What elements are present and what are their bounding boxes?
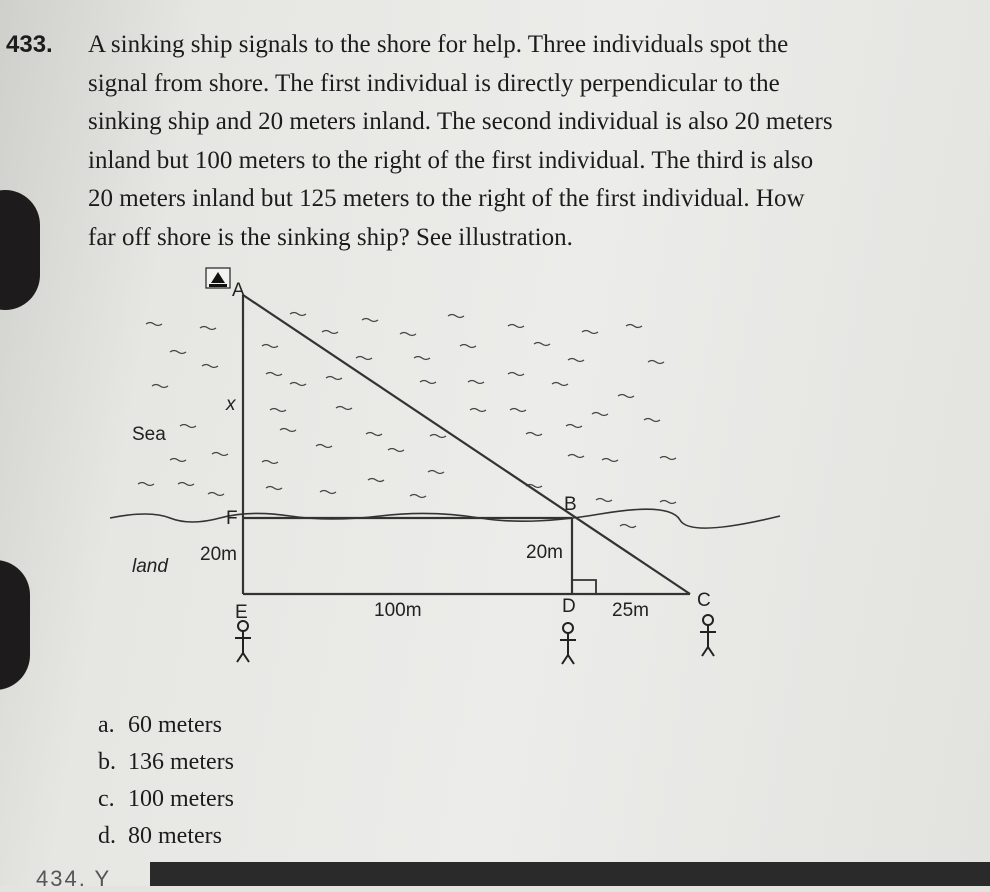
label-point-c: C bbox=[697, 590, 711, 611]
question-line: 20 meters inland but 125 meters to the right of the first individual. How bbox=[88, 185, 805, 212]
choice-c[interactable] bbox=[98, 786, 234, 823]
question-line: A sinking ship signals to the shore for help. Three individuals spot the bbox=[88, 31, 789, 58]
label-sea: Sea bbox=[132, 424, 166, 445]
diagram-svg bbox=[0, 250, 990, 690]
ship-triangle-diagram bbox=[0, 250, 990, 690]
right-angle-marker bbox=[572, 580, 596, 594]
label-point-b: B bbox=[564, 494, 577, 515]
question-text bbox=[88, 26, 968, 257]
choice-a[interactable] bbox=[98, 712, 234, 749]
answer-choices bbox=[98, 712, 234, 860]
sea-waves bbox=[138, 313, 676, 528]
line-a-to-c bbox=[243, 295, 690, 594]
bottom-dark-bar bbox=[150, 862, 990, 886]
choice-letter: c. bbox=[98, 786, 115, 812]
choice-letter: b. bbox=[98, 749, 116, 775]
choice-b[interactable] bbox=[98, 749, 234, 786]
choice-letter: a. bbox=[98, 712, 115, 738]
question-line: sinking ship and 20 meters inland. The second individual is also 20 meters bbox=[88, 108, 833, 135]
label-point-a: A bbox=[232, 280, 245, 301]
question-line: far off shore is the sinking ship? See illustration. bbox=[88, 223, 573, 251]
ship-icon bbox=[206, 268, 230, 288]
label-point-e: E bbox=[235, 602, 248, 623]
choice-text: 80 meters bbox=[128, 823, 222, 849]
person-e-icon bbox=[235, 621, 251, 662]
question-line: inland but 100 meters to the right of the first individual. The third is also bbox=[88, 146, 814, 174]
next-question-cutoff: 434. Y bbox=[36, 866, 112, 891]
person-d-icon bbox=[560, 623, 576, 664]
label-ef-length: 20m bbox=[200, 544, 237, 565]
choice-letter: d. bbox=[98, 823, 116, 849]
choice-text: 60 meters bbox=[128, 712, 222, 738]
choice-d[interactable] bbox=[98, 823, 234, 860]
label-x: x bbox=[226, 394, 236, 415]
person-c-icon bbox=[700, 615, 716, 656]
choice-text: 100 meters bbox=[128, 786, 234, 812]
question-line: signal from shore. The first individual is directly perpendicular to the bbox=[88, 69, 780, 97]
label-land: land bbox=[132, 556, 168, 577]
label-bd-length: 20m bbox=[526, 542, 563, 563]
label-point-f: F bbox=[226, 508, 238, 529]
question-number: 433. bbox=[6, 31, 53, 58]
label-dc-length: 25m bbox=[612, 600, 649, 621]
choice-text: 136 meters bbox=[128, 749, 234, 775]
label-point-d: D bbox=[562, 596, 576, 617]
label-ed-length: 100m bbox=[374, 600, 422, 621]
